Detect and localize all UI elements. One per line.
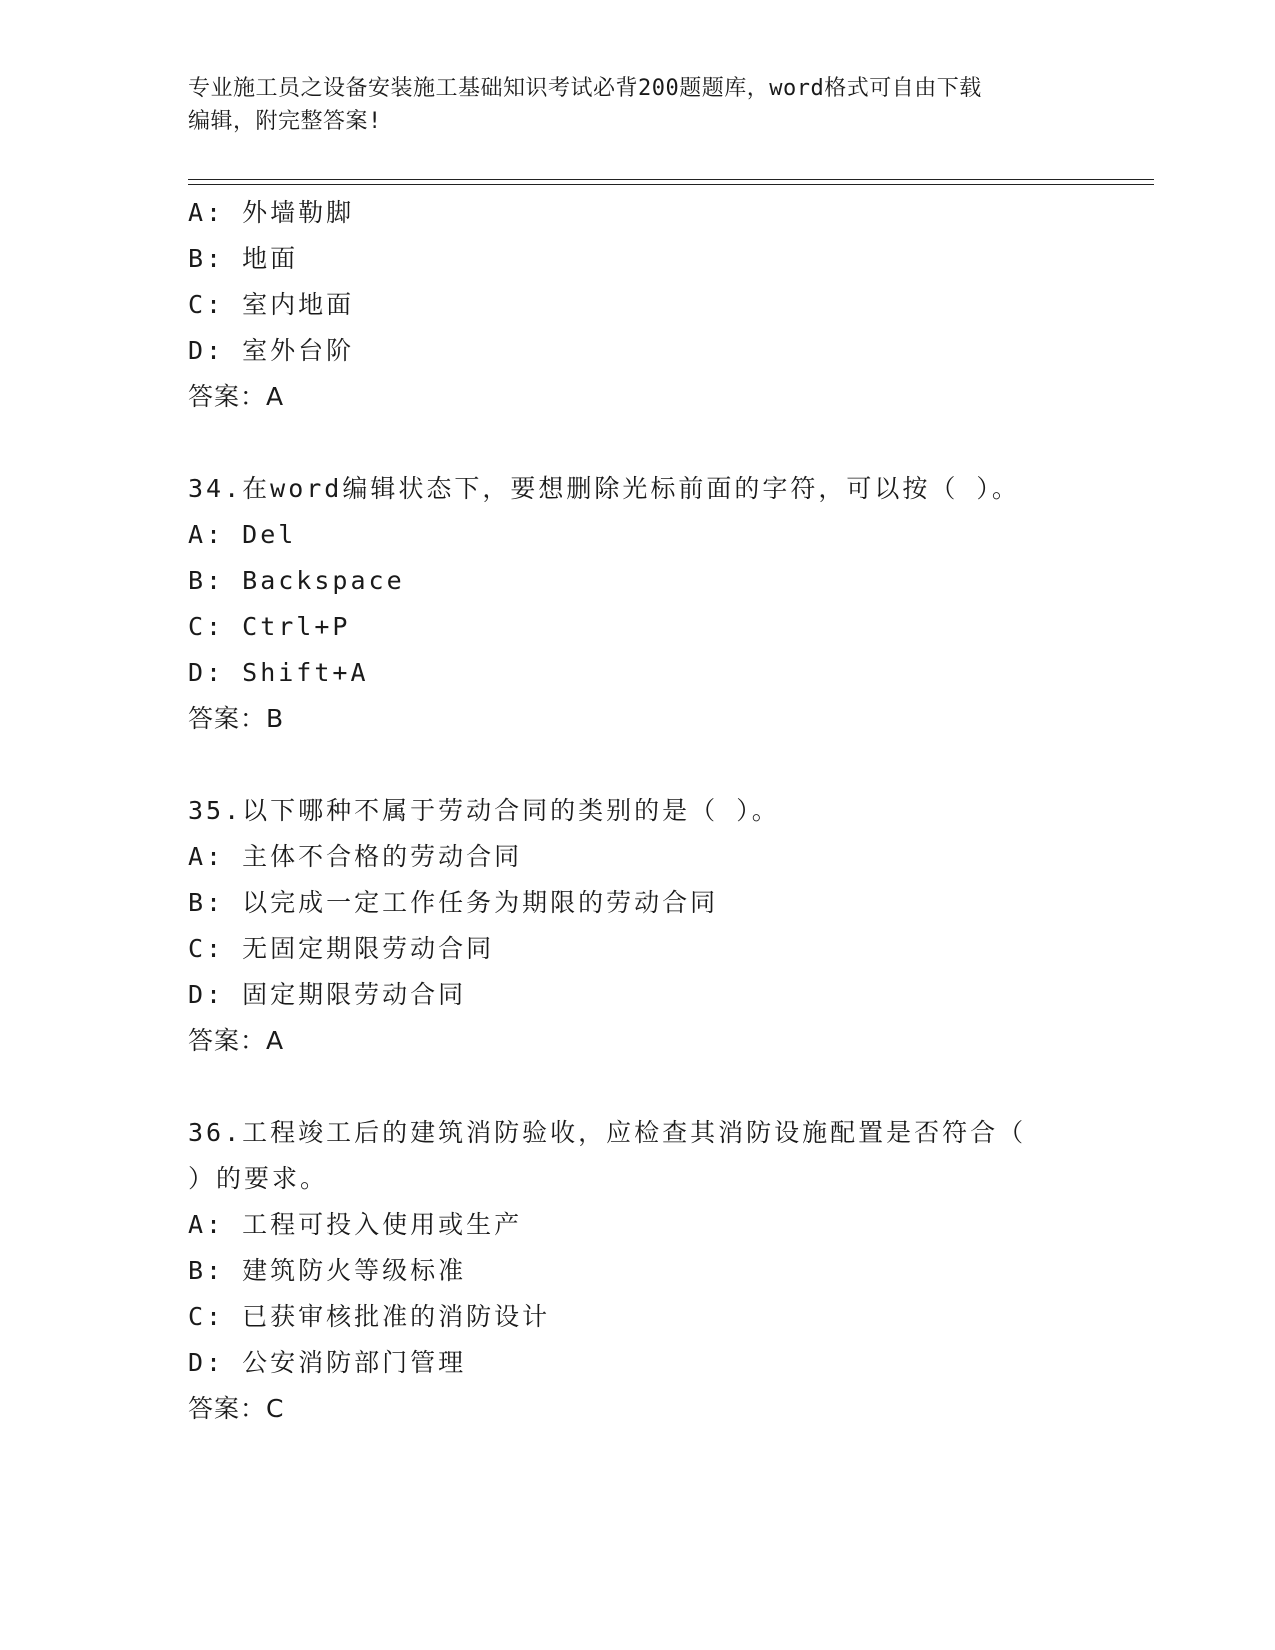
spacer	[188, 742, 1154, 788]
page-header	[188, 72, 1088, 138]
option-a: A: 工程可投入使用或生产	[188, 1210, 523, 1239]
header-line-2: 编辑，附完整答案!	[188, 109, 382, 134]
option-d: D: Shift+A	[188, 658, 369, 687]
header-divider-bottom	[188, 184, 1154, 185]
option-a: A: Del	[188, 520, 297, 549]
option-c: C: 室内地面	[188, 290, 355, 319]
option-d: D: 固定期限劳动合同	[188, 980, 467, 1009]
question-block-partial	[188, 190, 1154, 420]
option-b: B: 建筑防火等级标准	[188, 1256, 467, 1285]
answer-line: 答案：C	[188, 1394, 285, 1423]
question-stem: 34.在word编辑状态下，要想删除光标前面的字符，可以按（ ）。	[188, 474, 1020, 503]
option-b: B: 以完成一定工作任务为期限的劳动合同	[188, 888, 719, 917]
question-list	[188, 190, 1154, 1432]
option-c: C: 无固定期限劳动合同	[188, 934, 495, 963]
option-c: C: Ctrl+P	[188, 612, 351, 641]
question-block-35	[188, 788, 1154, 1064]
spacer	[188, 420, 1154, 466]
spacer	[188, 1064, 1154, 1110]
question-block-34	[188, 466, 1154, 742]
header-divider-top	[188, 179, 1154, 180]
option-a: A: 主体不合格的劳动合同	[188, 842, 523, 871]
header-line-1: 专业施工员之设备安装施工基础知识考试必背200题题库，word格式可自由下载	[188, 76, 982, 101]
option-a: A: 外墙勒脚	[188, 198, 355, 227]
question-stem-continued: ）的要求。	[188, 1164, 329, 1193]
option-d: D: 公安消防部门管理	[188, 1348, 467, 1377]
question-block-36	[188, 1110, 1154, 1432]
answer-line: 答案：A	[188, 1026, 285, 1055]
option-b: B: 地面	[188, 244, 299, 273]
question-stem: 36.工程竣工后的建筑消防验收，应检查其消防设施配置是否符合（	[188, 1118, 1027, 1147]
answer-line: 答案：B	[188, 704, 285, 733]
option-d: D: 室外台阶	[188, 336, 355, 365]
question-stem: 35.以下哪种不属于劳动合同的类别的是（ ）。	[188, 796, 780, 825]
option-c: C: 已获审核批准的消防设计	[188, 1302, 551, 1331]
answer-line: 答案：A	[188, 382, 285, 411]
option-b: B: Backspace	[188, 566, 405, 595]
